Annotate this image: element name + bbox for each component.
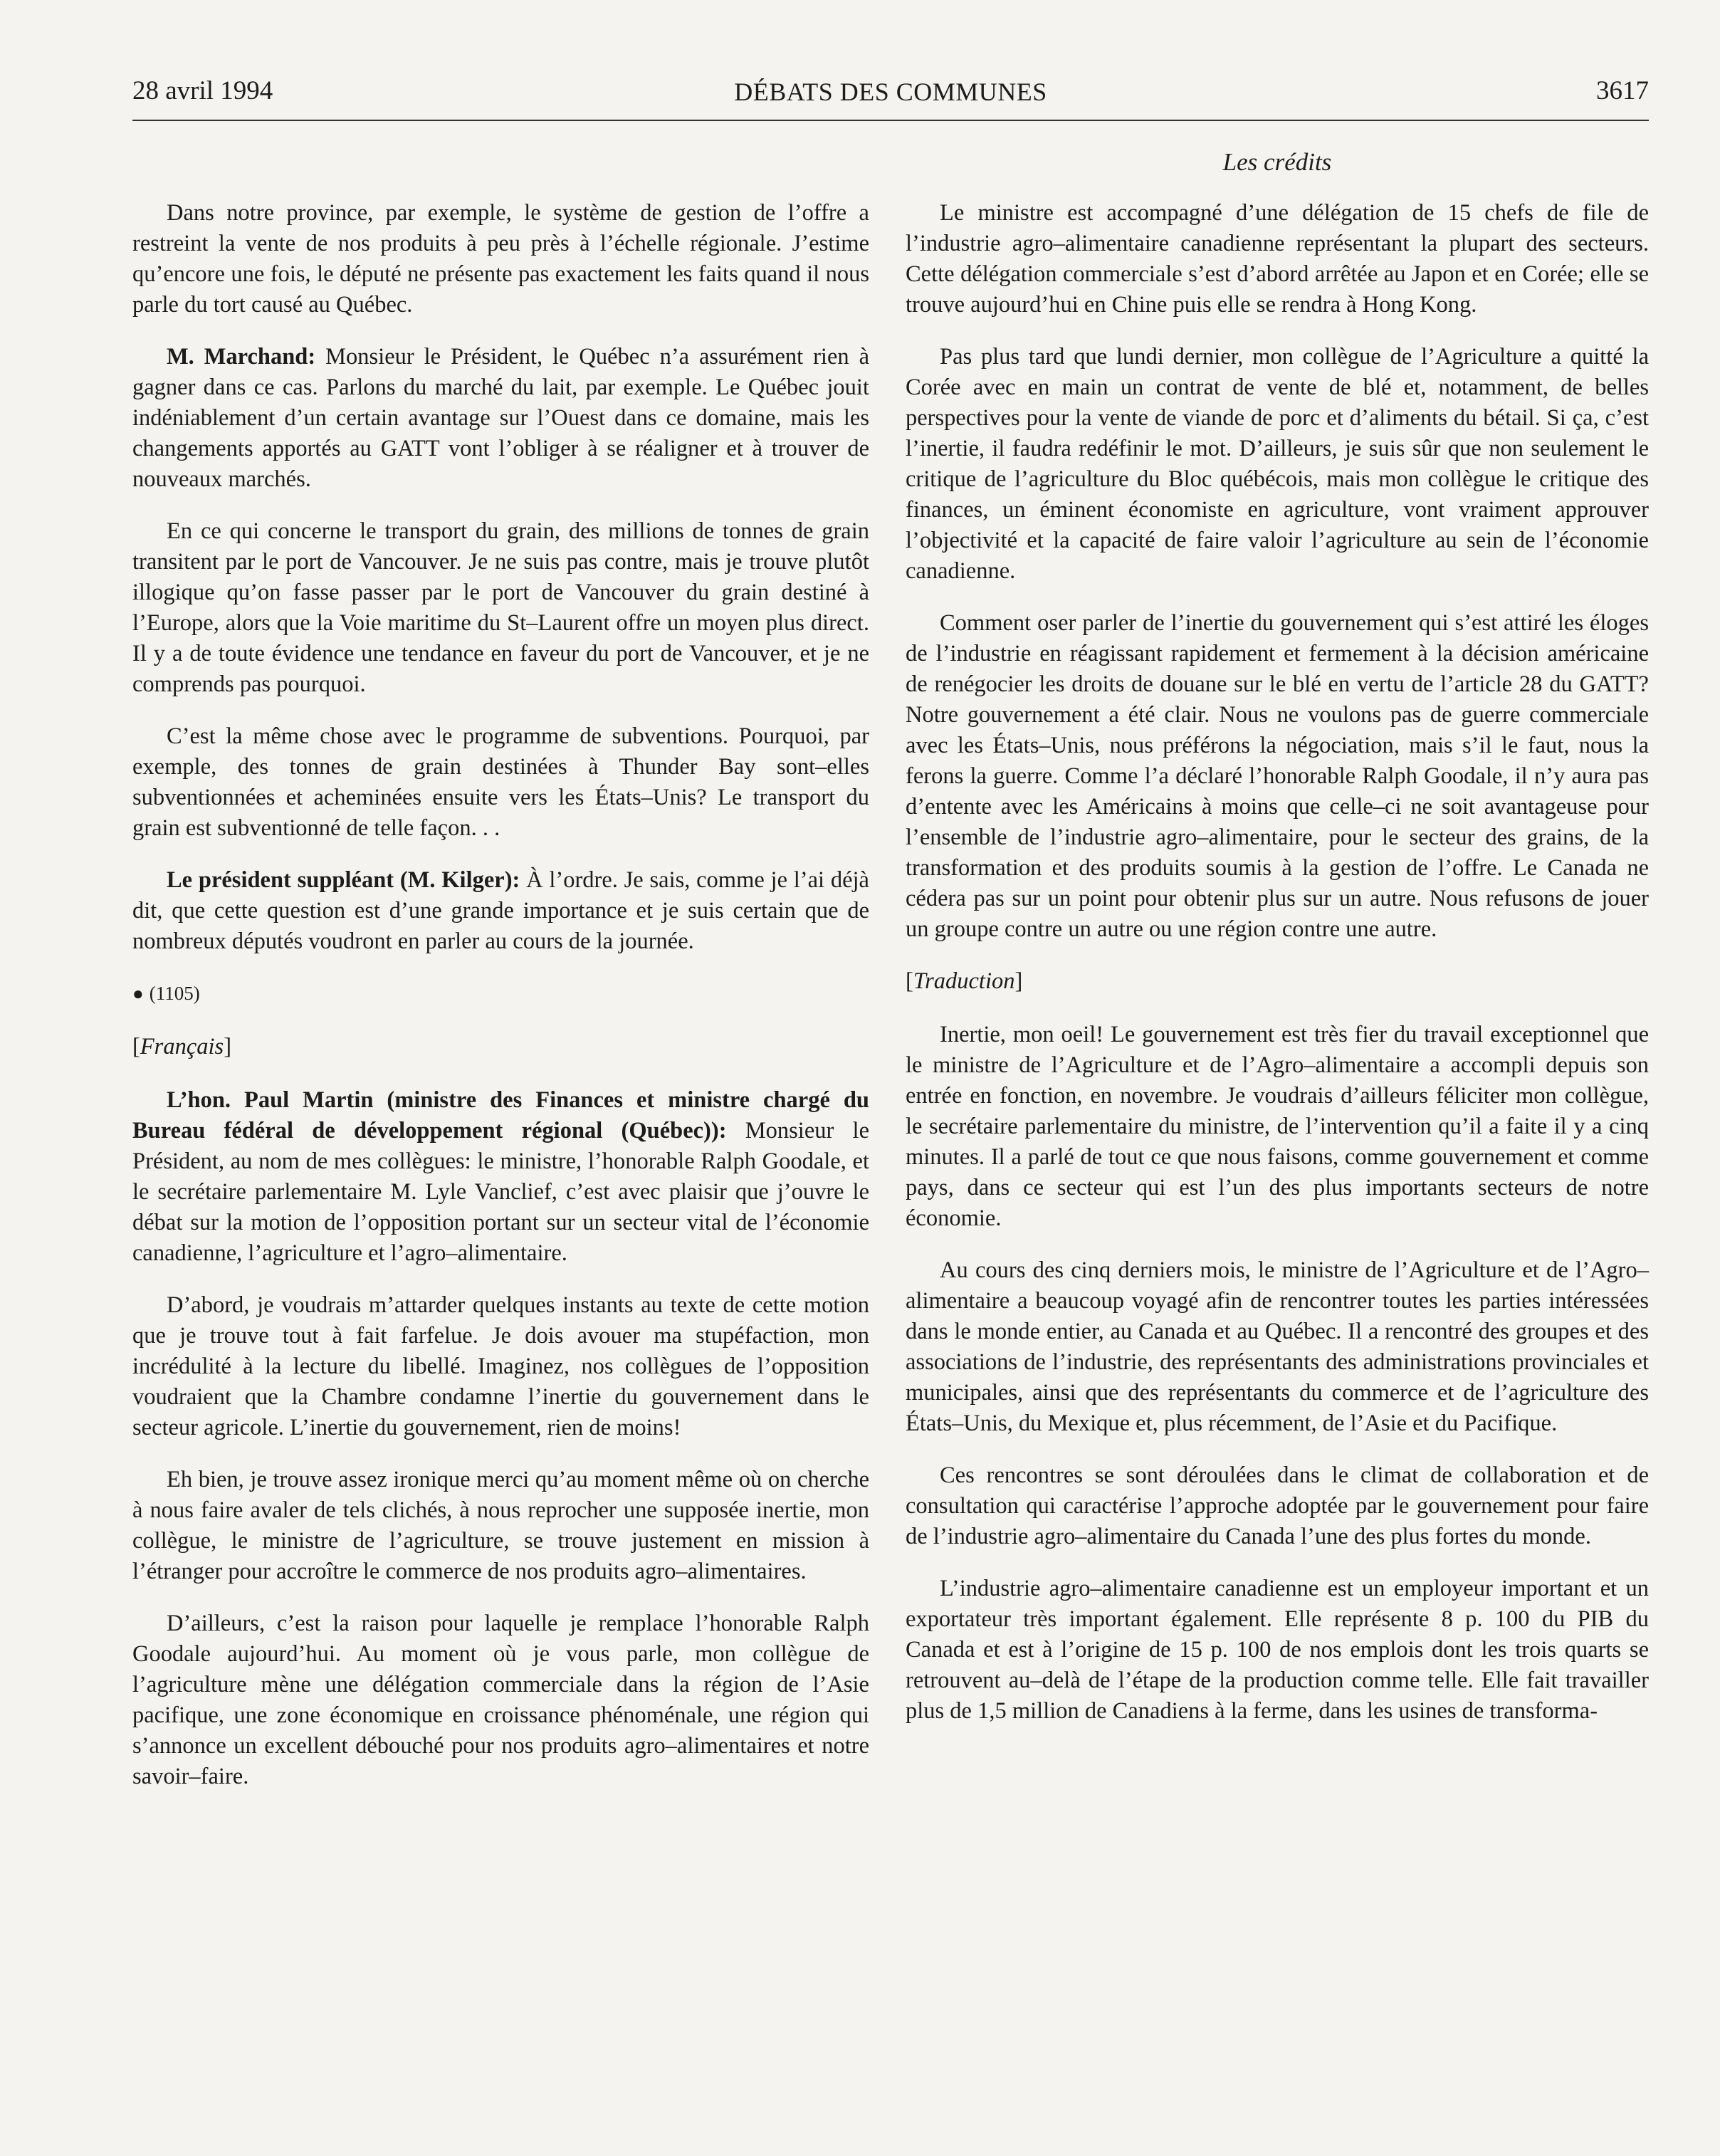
- section-subheader: Les crédits: [1222, 148, 1332, 176]
- speaker-name: L’hon. Paul Martin (ministre des Finances et ministre chargé du Bureau fédéral de développement régional (Québec)):: [132, 1087, 869, 1144]
- paragraph: D’abord, je voudrais m’attarder quelques instants au texte de cette motion que je trouve tout à fait farfelue. Je dois avouer ma stupéfaction, mon incrédulité à la lecture du libellé. Imaginez, nos collègues de l’opposition voudraient que la Chambre condamne l’inertie du gouvernement dans le secteur agricole. L’inertie du gouvernement, rien de moins!: [132, 1292, 869, 1440]
- speech-paragraph: [132, 342, 869, 495]
- speech-paragraph: [132, 865, 869, 957]
- header-date: 28 avril 1994: [132, 76, 273, 105]
- paragraph: C’est la même chose avec le programme de subventions. Pourquoi, par exemple, des tonnes de grain destinées à Thunder Bay sont–elles subventionnées et acheminées ensuite vers les États–Unis? Le transport du grain est subventionné de telle façon. . .: [132, 723, 869, 841]
- time-marker: [132, 978, 869, 1009]
- paragraph: Inertie, mon oeil! Le gouvernement est très fier du travail exceptionnel que le ministre de l’Agriculture et de l’Agro–alimentaire a accompli depuis son entrée en fonction, en novembre. Je voudrais d’ailleurs féliciter mon collègue, le secrétaire parlementaire du ministre, de l’intervention qu’il a faite il y a cinq minutes. Il a parlé de tout ce que nous faisons, comme gouvernement et comme pays, dans ce secteur qui est l’un des plus importants secteurs de notre économie.: [906, 1022, 1649, 1231]
- right-column: [906, 198, 1649, 1748]
- paragraph: Comment oser parler de l’inertie du gouvernement qui s’est attiré les éloges de l’industrie en réagissant rapidement et fermement à la décision américaine de renégocier les droits de douane sur le blé en vertu de l’article 28 du GATT? Notre gouvernement a été clair. Nous ne voulons pas de guerre commerciale avec les États–Unis, nous préférons la négociation, mais s’il le faut, nous la ferons la guerre. Comme l’a déclaré l’honorable Ralph Goodale, il n’y aura pas d’entente avec les Américains à moins que celle–ci ne soit avantageuse pour l’ensemble de l’industrie agro–alimentaire, pour le secteur des grains, de la transformation et des produits soumis à la gestion de l’offre. Le Canada ne cédera pas sur un point pour obtenir plus sur un autre. Nous refusons de jouer un groupe contre un autre ou une région contre une autre.: [906, 610, 1649, 942]
- speech-paragraph: [132, 1085, 869, 1269]
- speech-text: Monsieur le Président, le Québec n’a assurément rien à gagner dans ce cas. Parlons du marché du lait, par exemple. Le Québec jouit indéniablement d’un certain avantage sur l’Ouest dans ce domaine, mais les changements apportés au GATT vont l’obliger à se réaligner et à trouver de nouveaux marchés.: [132, 344, 869, 492]
- speech-text: À l’ordre. Je sais, comme je l’ai déjà dit, que cette question est d’une grande importance et je suis certain que de nombreux députés voudront en parler au cours de la journée.: [132, 867, 869, 954]
- language-tag-text: Français: [140, 1034, 224, 1059]
- language-tag-text: Traduction: [913, 968, 1015, 994]
- language-tag: [Traduction]: [906, 968, 1023, 994]
- paragraph: En ce qui concerne le transport du grain, des millions de tonnes de grain transitent par le port de Vancouver. Je ne suis pas contre, mais je trouve plutôt illogique qu’on fasse passer par le port de Vancouver du grain destiné à l’Europe, alors que la Voie maritime du St–Laurent offre un moyen plus direct. Il y a de toute évidence une tendance en faveur du port de Vancouver, et je ne comprends pas pourquoi.: [132, 518, 869, 697]
- language-tag: [Français]: [132, 1034, 232, 1059]
- paragraph: Ces rencontres se sont déroulées dans le climat de collaboration et de consultation qui caractérise l’approche adoptée par le gouvernement pour faire de l’industrie agro–alimentaire du Canada l’une des plus fortes du monde.: [906, 1462, 1649, 1549]
- bullet-icon: ●: [132, 983, 144, 1004]
- speaker-name: Le président suppléant (M. Kilger):: [167, 867, 520, 893]
- paragraph: Au cours des cinq derniers mois, le ministre de l’Agriculture et de l’Agro–alimentaire a beaucoup voyagé afin de rencontrer toutes les parties intéressées dans le monde entier, au Canada et au Québec. Il a rencontré des groupes et des associations de l’industrie, des représentants des administrations provinciales et municipales, ainsi que des représentants du commerce et de l’agriculture des États–Unis, du Mexique et, plus récemment, de l’Asie et du Pacifique.: [906, 1257, 1649, 1436]
- speaker-name: M. Marchand:: [167, 344, 316, 370]
- page-header: [132, 75, 1649, 121]
- time-marker-text: (1105): [149, 983, 200, 1004]
- paragraph: Le ministre est accompagné d’une délégation de 15 chefs de file de l’industrie agro–alimentaire canadienne représentant la plupart des secteurs. Cette délégation commerciale s’est d’abord arrêtée au Japon et en Corée; elle se trouve aujourd’hui en Chine puis elle se rendra à Hong Kong.: [906, 200, 1649, 318]
- speech-text: Monsieur le Président, au nom de mes collègues: le ministre, l’honorable Ralph Goodale, et le secrétaire parlementaire M. Lyle Vanclief, c’est avec plaisir que j’ouvre le débat sur la motion de l’opposition portant sur un secteur vital de l’économie canadienne, l’agriculture et l’agro–alimentaire.: [132, 1118, 869, 1266]
- paragraph: Eh bien, je trouve assez ironique merci qu’au moment même où on cherche à nous faire avaler de tels clichés, à nous reprocher une supposée inertie, mon collègue, le ministre de l’agriculture, se trouve justement en mission à l’étranger pour accroître le commerce de nos produits agro–alimentaires.: [132, 1467, 869, 1584]
- header-page-number: 3617: [1596, 76, 1649, 105]
- left-column: [132, 198, 869, 1814]
- paragraph: Dans notre province, par exemple, le système de gestion de l’offre a restreint la vente de nos produits à peu près à l’échelle régionale. J’estime qu’encore une fois, le député ne présente pas exactement les faits quand il nous parle du tort causé au Québec.: [132, 200, 869, 318]
- paragraph: L’industrie agro–alimentaire canadienne est un employeur important et un exportateur très important également. Elle représente 8 p. 100 du PIB du Canada et est à l’origine de 15 p. 100 de nos emplois dont les trois quarts se retrouvent au–delà de l’étape de la production comme telle. Elle fait travailler plus de 1,5 million de Canadiens à la ferme, dans les usines de transforma-: [906, 1576, 1649, 1724]
- paragraph: D’ailleurs, c’est la raison pour laquelle je remplace l’honorable Ralph Goodale aujourd’hui. Au moment où je vous parle, mon collègue de l’agriculture mène une délégation commerciale dans la région de l’Asie pacifique, une zone économique en croissance phénoménale, une région qui s’annonce un excellent débouché pour nos produits agro–alimentaires et notre savoir–faire.: [132, 1611, 869, 1789]
- header-title: DÉBATS DES COMMUNES: [734, 78, 1047, 106]
- paragraph: Pas plus tard que lundi dernier, mon collègue de l’Agriculture a quitté la Corée avec en main un contrat de vente de blé et, notamment, de belles perspectives pour la vente de viande de porc et d’aliments du bétail. Si ça, c’est l’inertie, il faudra redéfinir le mot. D’ailleurs, je suis sûr que non seulement le critique de l’agriculture du Bloc québécois, mais mon collègue le critique des finances, un éminent économiste en agriculture, vont vraiment approuver l’objectivité et la capacité de faire valoir l’agriculture au sein de l’économie canadienne.: [906, 344, 1649, 584]
